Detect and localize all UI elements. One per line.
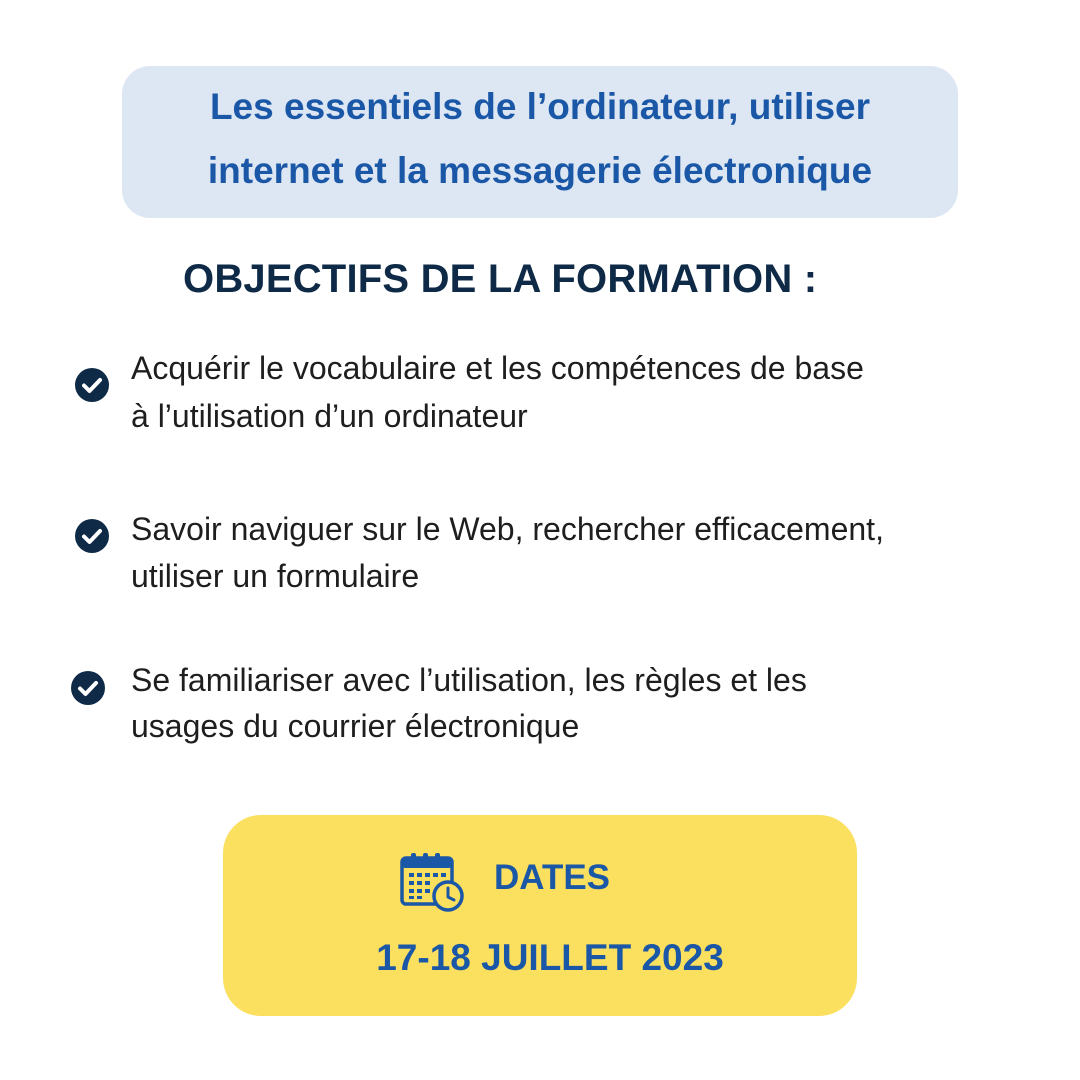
objective-2-line-2: utiliser un formulaire — [131, 558, 420, 594]
objectives-heading: OBJECTIFS DE LA FORMATION : — [183, 257, 818, 301]
dates-label: DATES — [494, 858, 611, 897]
title-line-2: internet et la messagerie électronique — [207, 150, 873, 191]
check-circle-icon — [75, 519, 109, 553]
objective-3-line-1: Se familiariser avec l’utilisation, les règles et les — [131, 662, 807, 698]
dates-value: 17-18 JUILLET 2023 — [376, 937, 724, 978]
objective-1-line-2: à l’utilisation d’un ordinateur — [131, 398, 528, 434]
objective-1-line-1: Acquérir le vocabulaire et les compétences de base — [131, 350, 864, 386]
check-circle-icon — [75, 368, 109, 402]
objective-3-line-2: usages du courrier électronique — [131, 708, 580, 744]
objective-2-line-1: Savoir naviguer sur le Web, rechercher efficacement, — [131, 511, 884, 547]
dates-panel — [223, 815, 857, 1016]
check-circle-icon — [71, 671, 105, 705]
calendar-clock-icon — [400, 852, 466, 914]
title-line-1: Les essentiels de l’ordinateur, utiliser — [209, 86, 871, 127]
